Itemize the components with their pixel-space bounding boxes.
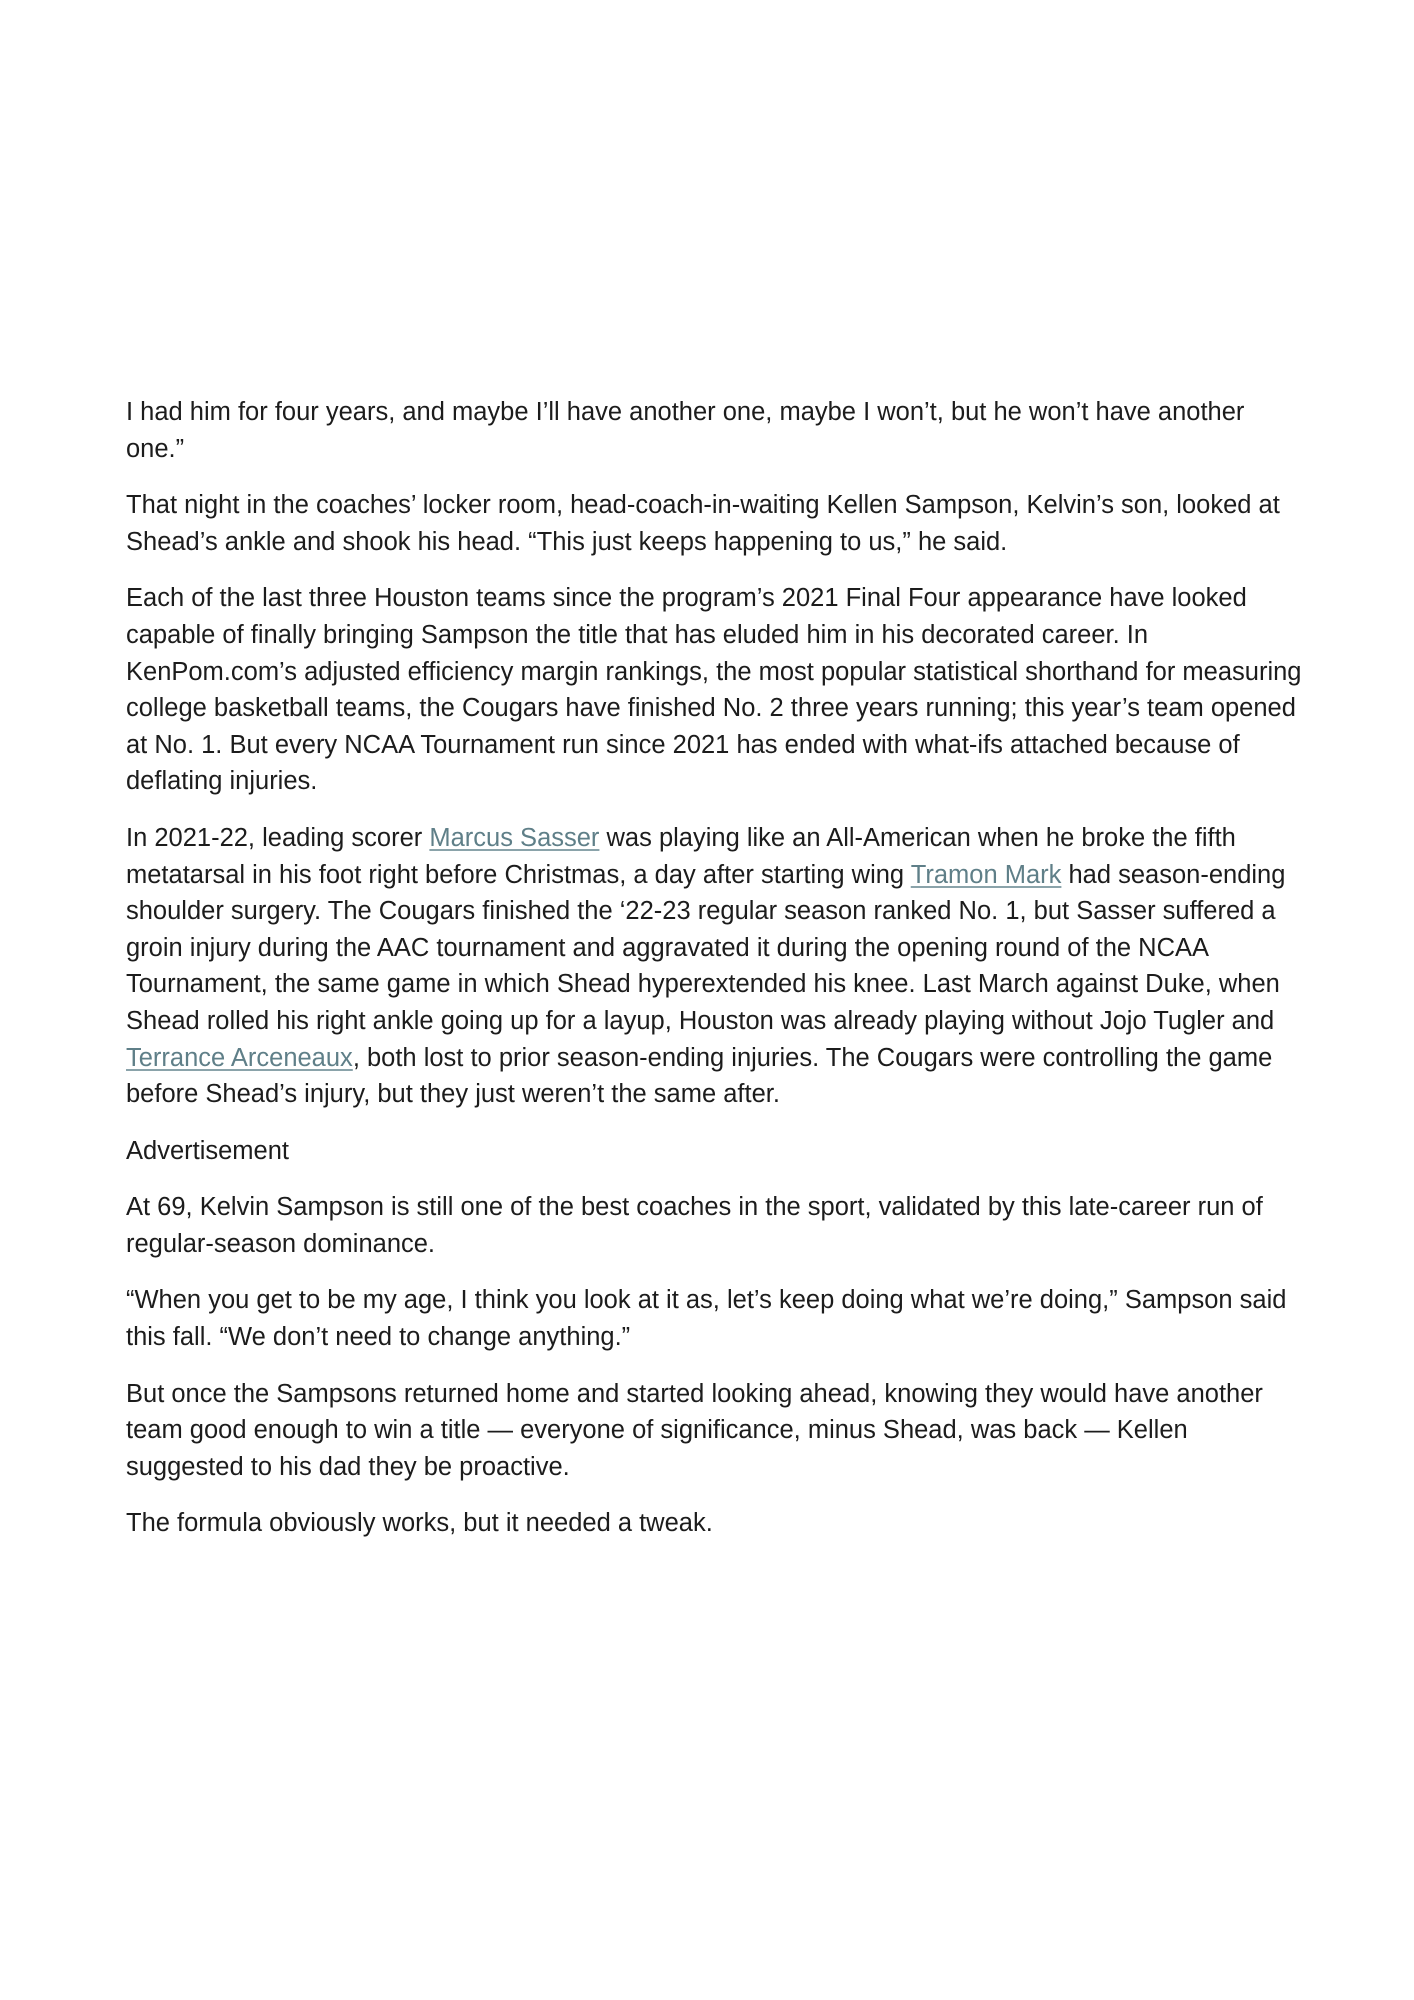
paragraph-locker-room: That night in the coaches’ locker room, head-coach-in-waiting Kellen Sampson, Kelvin’s son, looked at Shead’s ankle and shook his head. “This just keeps happening to us,” he said. [126,491,1280,556]
paragraph-injuries [126,820,1306,1113]
link-marcus-sasser[interactable]: Marcus Sasser [429,823,600,852]
paragraph-injuries-text-1: In 2021-22, leading scorer [126,823,430,852]
paragraph-injuries-text-4: , both lost to prior season-ending injuries. The Cougars were controlling the game before Shead’s injury, but they just weren’t the same after. [126,1043,1273,1109]
paragraph-formula: The formula obviously works, but it needed a tweak. [126,1509,713,1538]
article-body [126,394,1306,1562]
paragraph-injuries-text-2: was playing like an All-American when he broke the fifth metatarsal in his foot right before Christmas, a day after starting wing [126,823,1236,889]
advertisement-label: Advertisement [126,1136,289,1165]
paragraph-sampson-quote: “When you get to be my age, I think you look at it as, let’s keep doing what we’re doing,” Sampson said this fall. “We don’t need to change anything.” [126,1286,1287,1352]
paragraph-looking-ahead: But once the Sampsons returned home and started looking ahead, knowing they would have another team good enough to win a title — everyone of significance, minus Shead, was back — Kellen suggested to his dad they be proactive. [126,1379,1263,1481]
link-terrance-arceneaux[interactable]: Terrance Arceneaux [126,1043,353,1072]
paragraph-quote-end: I had him for four years, and maybe I’ll have another one, maybe I won’t, but he won’t have another one.” [126,398,1245,463]
paragraph-injuries-text-3: had season-ending shoulder surgery. The Cougars finished the ‘22-23 regular season ranked No. 1, but Sasser suffered a groin injury during the AAC tournament and aggravated it during the opening round of the NCAA Tournament, the same game in which Shead hyperextended his knee. Last March against Duke, when Shead rolled his right ankle going up for a layup, Houston was already playing without Jojo Tugler and [126,860,1286,1035]
paragraph-kelvin-sampson: At 69, Kelvin Sampson is still one of the best coaches in the sport, validated by this late-career run of regular-season dominance. [126,1193,1263,1258]
paragraph-houston-teams: Each of the last three Houston teams since the program’s 2021 Final Four appearance have looked capable of finally bringing Sampson the title that has eluded him in his decorated career. In KenPom.com’s adjusted efficiency margin rankings, the most popular statistical shorthand for measuring college basketball teams, the Cougars have finished No. 2 three years running; this year’s team opened at No. 1. But every NCAA Tournament run since 2021 has ended with what-ifs attached because of deflating injuries. [126,584,1302,796]
link-tramon-mark[interactable]: Tramon Mark [910,860,1062,889]
